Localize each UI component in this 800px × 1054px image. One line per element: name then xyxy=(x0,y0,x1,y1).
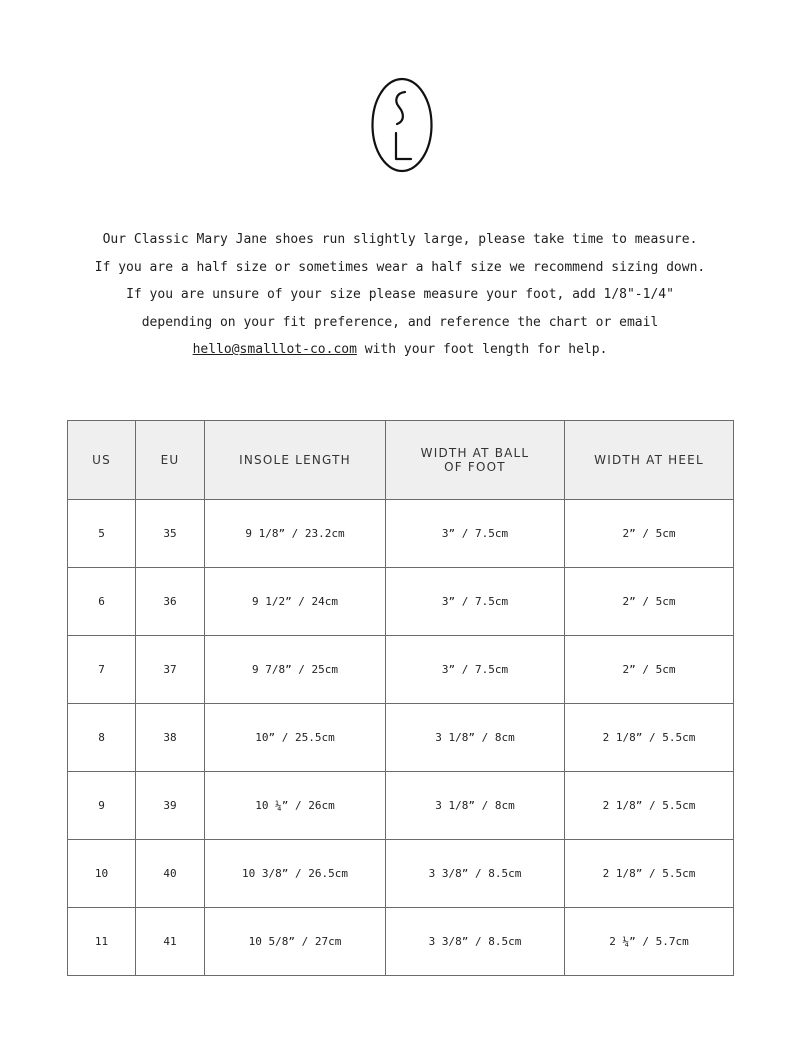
table-header-row xyxy=(68,421,734,500)
cell-heel-width: 2 1/8” / 5.5cm xyxy=(565,772,734,840)
cell-insole: 10 ¼” / 26cm xyxy=(205,772,386,840)
cell-us: 11 xyxy=(68,908,136,976)
table-row xyxy=(68,772,734,840)
cell-eu: 41 xyxy=(136,908,205,976)
header-us: US xyxy=(68,421,136,500)
cell-eu: 39 xyxy=(136,772,205,840)
email-link[interactable]: hello@smalllot-co.com xyxy=(192,342,357,357)
intro-line: Our Classic Mary Jane shoes run slightly large, please take time to measure. xyxy=(102,232,698,247)
sl-monogram-logo xyxy=(370,76,434,174)
header-width-at-heel: WIDTH AT HEEL xyxy=(565,421,734,500)
cell-us: 10 xyxy=(68,840,136,908)
size-chart-table xyxy=(67,420,734,976)
cell-heel-width: 2 ¼” / 5.7cm xyxy=(565,908,734,976)
cell-us: 6 xyxy=(68,568,136,636)
cell-ball-width: 3” / 7.5cm xyxy=(386,636,565,704)
cell-ball-width: 3 1/8” / 8cm xyxy=(386,704,565,772)
header-width-at-ball-label: WIDTH AT BALL OF FOOT xyxy=(420,446,530,474)
cell-heel-width: 2” / 5cm xyxy=(565,568,734,636)
cell-ball-width: 3 3/8” / 8.5cm xyxy=(386,908,565,976)
cell-ball-width: 3” / 7.5cm xyxy=(386,568,565,636)
cell-insole: 10 3/8” / 26.5cm xyxy=(205,840,386,908)
header-width-at-ball xyxy=(386,421,565,500)
cell-insole: 9 7/8” / 25cm xyxy=(205,636,386,704)
cell-eu: 35 xyxy=(136,500,205,568)
intro-line xyxy=(40,336,760,364)
cell-eu: 37 xyxy=(136,636,205,704)
cell-ball-width: 3” / 7.5cm xyxy=(386,500,565,568)
table-row xyxy=(68,908,734,976)
cell-heel-width: 2” / 5cm xyxy=(565,500,734,568)
cell-ball-width: 3 3/8” / 8.5cm xyxy=(386,840,565,908)
table-row xyxy=(68,500,734,568)
cell-heel-width: 2” / 5cm xyxy=(565,636,734,704)
intro-line: If you are a half size or sometimes wear a half size we recommend sizing down. xyxy=(94,259,706,275)
intro-line: If you are unsure of your size please measure your foot, add 1/8"-1/4" xyxy=(126,287,674,302)
cell-us: 5 xyxy=(68,500,136,568)
cell-ball-width: 3 1/8” / 8cm xyxy=(386,772,565,840)
cell-heel-width: 2 1/8” / 5.5cm xyxy=(565,840,734,908)
cell-us: 9 xyxy=(68,772,136,840)
table-row xyxy=(68,704,734,772)
intro-line-rest: with your foot length for help. xyxy=(356,342,608,357)
cell-insole: 10 5/8” / 27cm xyxy=(205,908,386,976)
table-row xyxy=(68,840,734,908)
cell-heel-width: 2 1/8” / 5.5cm xyxy=(565,704,734,772)
header-eu: EU xyxy=(136,421,205,500)
table-row xyxy=(68,568,734,636)
table-row xyxy=(68,636,734,704)
cell-eu: 40 xyxy=(136,840,205,908)
intro-line: depending on your fit preference, and reference the chart or email xyxy=(141,314,659,330)
cell-insole: 10” / 25.5cm xyxy=(205,704,386,772)
cell-eu: 38 xyxy=(136,704,205,772)
cell-us: 7 xyxy=(68,636,136,704)
cell-us: 8 xyxy=(68,704,136,772)
cell-insole: 9 1/2” / 24cm xyxy=(205,568,386,636)
header-insole-length: INSOLE LENGTH xyxy=(205,421,386,500)
cell-insole: 9 1/8” / 23.2cm xyxy=(205,500,386,568)
intro-text xyxy=(40,226,760,364)
cell-eu: 36 xyxy=(136,568,205,636)
